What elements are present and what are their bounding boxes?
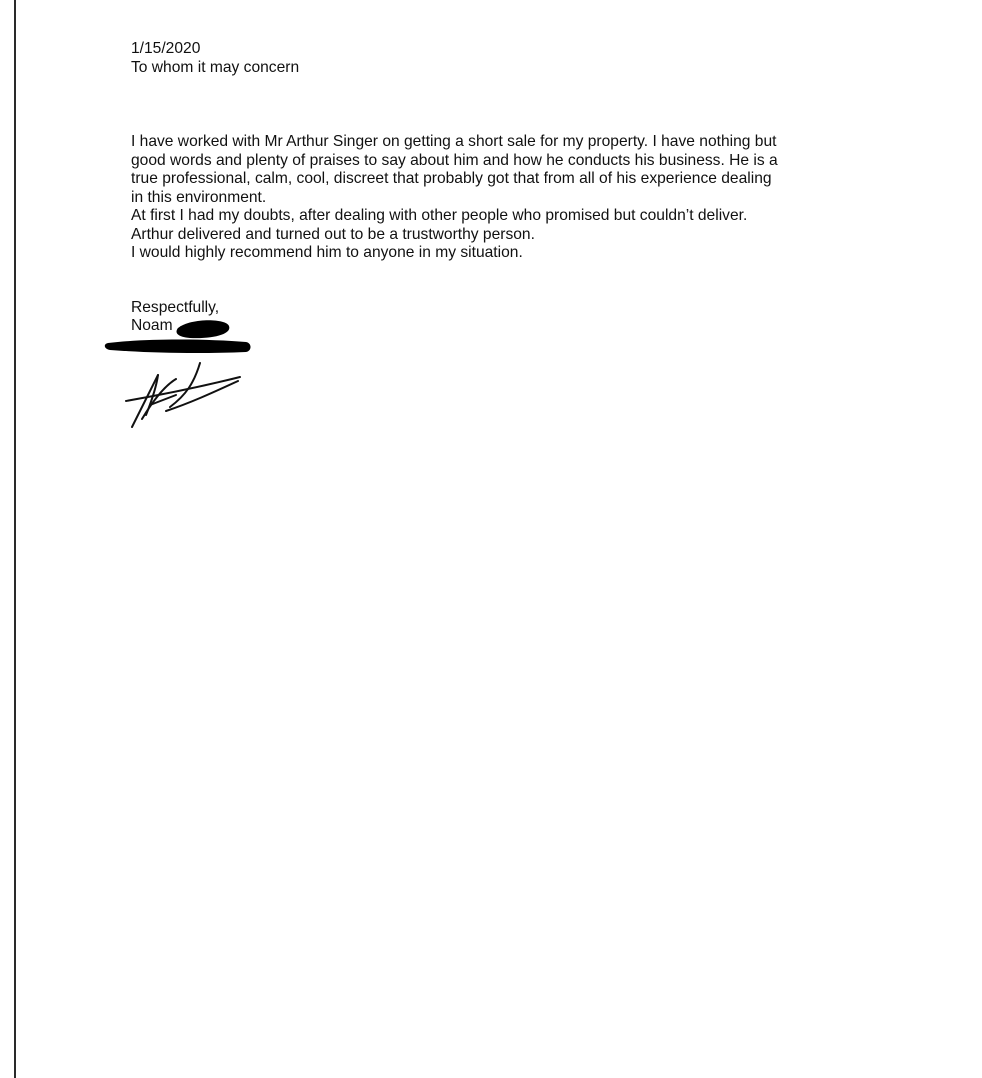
body-line: Arthur delivered and turned out to be a trustworthy person.	[131, 225, 535, 243]
letter-salutation: To whom it may concern	[131, 58, 300, 76]
body-line: I have worked with Mr Arthur Singer on getting a short sale for my property. I have nothing but	[131, 133, 777, 150]
body-line: I would highly recommend him to anyone in my situation.	[131, 244, 523, 261]
body-line: in this environment.	[131, 188, 267, 206]
letter-date: 1/15/2020	[131, 40, 201, 57]
handwritten-signature	[120, 355, 250, 435]
closing-text: Respectfully,	[131, 298, 220, 316]
body-line: true professional, calm, cool, discreet that probably got that from all of his experience dealing	[131, 170, 772, 187]
body-line: good words and plenty of praises to say about him and how he conducts his business. He is a	[131, 151, 778, 169]
redaction-marker	[0, 0, 260, 370]
signer-first-name: Noam	[131, 317, 173, 334]
body-line: At first I had my doubts, after dealing with other people who promised but couldn’t deliver.	[131, 207, 748, 224]
